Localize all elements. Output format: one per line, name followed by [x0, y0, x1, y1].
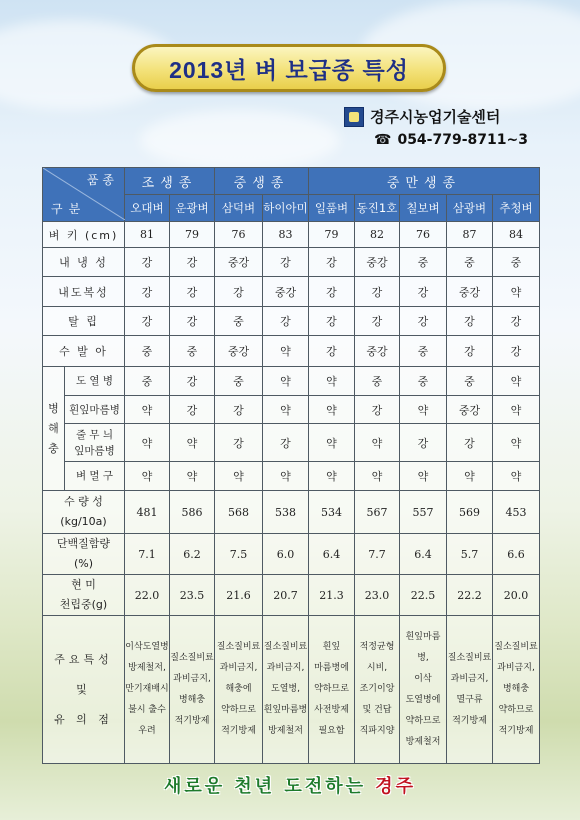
notes-line: 적기방제 [221, 726, 256, 736]
value-cell: 중 [125, 336, 170, 367]
value-cell: 강 [355, 396, 400, 424]
group-mid: 중생종 [215, 168, 309, 195]
value-cell: 강 [215, 396, 263, 424]
table-row [43, 248, 540, 277]
value-cell: 강 [447, 307, 493, 336]
value-cell: 강 [170, 248, 215, 277]
value-cell: 약 [493, 277, 540, 307]
value-cell: 약 [447, 462, 493, 491]
notes-cell [263, 616, 309, 764]
value-cell: 84 [493, 222, 540, 248]
value-cell: 20.0 [493, 575, 540, 616]
value-cell: 약 [309, 462, 355, 491]
notes-line: 적기방제 [452, 715, 487, 726]
value-cell: 약 [493, 462, 540, 491]
variety-header-label: 품종 [86, 173, 118, 187]
variety-name: 칠보벼 [400, 195, 447, 222]
value-cell: 약 [400, 396, 447, 424]
variety-name: 삼덕벼 [215, 195, 263, 222]
value-cell: 453 [493, 491, 540, 534]
value-cell: 중 [493, 248, 540, 277]
value-cell: 약 [125, 396, 170, 424]
value-cell: 중 [447, 248, 493, 277]
page-title: 2013년 벼 보급종 특성 [169, 56, 409, 83]
row-label: 흰잎마름병 [65, 396, 125, 424]
value-cell: 강 [355, 277, 400, 307]
row-label: 벼 키 (cm) [43, 222, 125, 248]
value-cell: 약 [125, 462, 170, 491]
notes-line: 방제철저 [268, 726, 303, 736]
value-cell: 중 [215, 367, 263, 396]
group-early: 조생종 [125, 168, 215, 195]
value-cell: 586 [170, 491, 215, 534]
variety-name: 오대벼 [125, 195, 170, 222]
row-label [43, 616, 125, 764]
value-cell: 87 [447, 222, 493, 248]
value-cell: 중 [215, 307, 263, 336]
value-cell: 약 [309, 396, 355, 424]
variety-name: 일품벼 [309, 195, 355, 222]
value-cell: 약 [170, 424, 215, 462]
phone-line [374, 132, 528, 148]
variety-name: 동진1호 [355, 195, 400, 222]
category-header-label: 구분 [51, 202, 87, 216]
table-row [43, 575, 540, 616]
value-cell: 중강 [447, 277, 493, 307]
notes-line: 해충에 [225, 684, 252, 694]
value-cell: 약 [263, 396, 309, 424]
value-cell: 76 [215, 222, 263, 248]
notes-line: 방제철저 [405, 736, 441, 747]
value-cell: 강 [125, 248, 170, 277]
cloud-decoration [140, 110, 340, 170]
notes-line: 및 건답 [362, 705, 392, 715]
notes-line: 과비금지, [173, 673, 211, 684]
value-cell: 중강 [263, 277, 309, 307]
notes-line: 이삭 [414, 673, 432, 684]
notes-line: 도열병, [271, 684, 300, 694]
variety-name: 추청벼 [493, 195, 540, 222]
notes-line: 도열병에 [405, 694, 441, 705]
gyeongju-emblem-icon [344, 107, 364, 127]
value-cell: 82 [355, 222, 400, 248]
row-label-line: 줄 무 늬 [75, 428, 114, 441]
value-cell: 강 [170, 277, 215, 307]
notes-line: 흰잎마름병 [263, 705, 308, 715]
row-label-line: 천립중(g) [59, 598, 108, 611]
value-cell: 약 [309, 424, 355, 462]
notes-cell [447, 616, 493, 764]
table-row [43, 396, 540, 424]
table-row [43, 336, 540, 367]
value-cell: 강 [309, 248, 355, 277]
notes-line: 적기방제 [498, 726, 534, 736]
value-cell: 중강 [447, 396, 493, 424]
row-label-line: 잎마름병 [74, 444, 115, 457]
value-cell: 강 [447, 424, 493, 462]
notes-line: 사전방제 [314, 705, 349, 715]
value-cell: 중 [170, 336, 215, 367]
value-cell: 강 [215, 424, 263, 462]
value-cell: 481 [125, 491, 170, 534]
table-row [43, 424, 540, 462]
slogan-city: 경주 [375, 776, 417, 797]
value-cell: 약 [170, 462, 215, 491]
notes-line: 질소질비료 [263, 642, 308, 652]
value-cell: 21.6 [215, 575, 263, 616]
notes-line: 과비금지, [266, 663, 305, 673]
row-label-line: (kg/10a) [60, 515, 107, 528]
notes-line: 멸구류 [456, 694, 483, 705]
value-cell: 567 [355, 491, 400, 534]
value-cell: 7.7 [355, 534, 400, 575]
value-cell: 중 [400, 248, 447, 277]
row-label [43, 491, 125, 534]
value-cell: 강 [493, 307, 540, 336]
value-cell: 중강 [215, 248, 263, 277]
value-cell: 81 [125, 222, 170, 248]
value-cell: 약 [309, 367, 355, 396]
value-cell: 강 [355, 307, 400, 336]
value-cell: 약 [493, 396, 540, 424]
row-label: 내도복성 [43, 277, 125, 307]
row-label-line: (%) [73, 557, 94, 570]
value-cell: 83 [263, 222, 309, 248]
footer-slogan [0, 772, 580, 798]
notes-line: 질소질비료 [447, 652, 492, 663]
value-cell: 약 [355, 424, 400, 462]
variety-name: 하이아미 [263, 195, 309, 222]
value-cell: 약 [400, 462, 447, 491]
notes-line: 시비, [366, 663, 388, 673]
value-cell: 6.2 [170, 534, 215, 575]
value-cell: 6.0 [263, 534, 309, 575]
value-cell: 강 [263, 424, 309, 462]
notes-cell [355, 616, 400, 764]
value-cell: 중 [355, 367, 400, 396]
row-label-line: 유 의 점 [54, 712, 113, 726]
value-cell: 중 [400, 336, 447, 367]
notes-line: 이삭도열병 [125, 642, 169, 652]
value-cell: 557 [400, 491, 447, 534]
value-cell: 중강 [355, 248, 400, 277]
row-label-line: 수 량 성 [64, 495, 103, 508]
value-cell: 강 [215, 277, 263, 307]
value-cell: 22.2 [447, 575, 493, 616]
value-cell: 22.5 [400, 575, 447, 616]
value-cell: 79 [170, 222, 215, 248]
row-label: 수 발 아 [43, 336, 125, 367]
notes-line: 병해충 [502, 684, 530, 694]
phone-number: 054-779-8711~3 [397, 132, 528, 148]
value-cell: 강 [263, 248, 309, 277]
variety-name: 삼광벼 [447, 195, 493, 222]
row-label [43, 575, 125, 616]
value-cell: 강 [447, 336, 493, 367]
value-cell: 약 [493, 367, 540, 396]
row-label-line: 단백질함량 [56, 537, 111, 550]
header-corner [43, 168, 125, 222]
value-cell: 중 [447, 367, 493, 396]
notes-line: 병해충 [178, 694, 206, 705]
variety-name: 운광벼 [170, 195, 215, 222]
telephone-icon: ☎ [374, 132, 392, 148]
value-cell: 7.5 [215, 534, 263, 575]
value-cell: 약 [263, 367, 309, 396]
group-label-char: 병 [48, 401, 59, 415]
value-cell: 6.4 [400, 534, 447, 575]
value-cell: 강 [400, 307, 447, 336]
value-cell: 중강 [215, 336, 263, 367]
value-cell: 약 [355, 462, 400, 491]
notes-line: 불시 출수 [128, 705, 166, 715]
notes-cell [400, 616, 447, 764]
value-cell: 569 [447, 491, 493, 534]
notes-line: 질소질비료 [216, 642, 261, 652]
value-cell: 중 [125, 367, 170, 396]
value-cell: 강 [400, 277, 447, 307]
value-cell: 중 [400, 367, 447, 396]
notes-cell [215, 616, 263, 764]
value-cell: 20.7 [263, 575, 309, 616]
value-cell: 강 [309, 307, 355, 336]
value-cell: 약 [263, 462, 309, 491]
notes-cell [125, 616, 170, 764]
notes-line: 조기이앙 [359, 684, 395, 694]
value-cell: 534 [309, 491, 355, 534]
group-mid-late: 중만생종 [309, 168, 540, 195]
notes-line: 흰잎 [322, 642, 341, 652]
value-cell: 강 [170, 367, 215, 396]
value-cell: 23.0 [355, 575, 400, 616]
value-cell: 22.0 [125, 575, 170, 616]
notes-line: 과비금지, [497, 663, 535, 673]
notes-line: 과비금지, [450, 673, 489, 684]
value-cell: 76 [400, 222, 447, 248]
notes-line: 직파지양 [359, 726, 395, 736]
value-cell: 약 [215, 462, 263, 491]
variety-spec-table [42, 167, 540, 764]
notes-cell [170, 616, 215, 764]
value-cell: 23.5 [170, 575, 215, 616]
value-cell: 강 [125, 307, 170, 336]
notes-line: 약하므로 [405, 715, 441, 726]
table-row [43, 616, 540, 764]
notes-line: 우려 [138, 726, 156, 736]
value-cell: 중강 [355, 336, 400, 367]
row-label: 탈 립 [43, 307, 125, 336]
notes-line: 질소질비료 [494, 642, 538, 652]
value-cell: 약 [263, 336, 309, 367]
value-cell: 강 [170, 396, 215, 424]
row-label [43, 534, 125, 575]
group-label-char: 충 [48, 441, 59, 455]
title-banner [132, 44, 446, 92]
row-label: 내 냉 성 [43, 248, 125, 277]
notes-cell [309, 616, 355, 764]
value-cell: 강 [309, 336, 355, 367]
row-label-line: 주요특성 [54, 652, 113, 666]
row-label-line: 및 [76, 682, 91, 696]
notes-line: 질소질비료 [170, 652, 214, 663]
row-label: 벼 멸 구 [65, 462, 125, 491]
notes-line: 방제철저, [128, 663, 166, 673]
notes-line: 적정균형 [359, 642, 395, 652]
value-cell: 568 [215, 491, 263, 534]
notes-line: 과비금지, [219, 663, 258, 673]
notes-line: 약하므로 [498, 705, 534, 715]
table-row [43, 491, 540, 534]
value-cell: 강 [400, 424, 447, 462]
table-row [43, 367, 540, 396]
value-cell: 538 [263, 491, 309, 534]
notes-line: 약하므로 [221, 705, 256, 715]
value-cell: 강 [170, 307, 215, 336]
row-label [65, 424, 125, 462]
notes-line: 흰잎마름병, [405, 631, 441, 663]
row-label-line: 현 미 [71, 578, 96, 591]
value-cell: 강 [493, 336, 540, 367]
group-label-char: 해 [48, 421, 59, 435]
notes-line: 만기재배시 [125, 684, 169, 694]
table-row [43, 534, 540, 575]
value-cell: 5.7 [447, 534, 493, 575]
value-cell: 6.6 [493, 534, 540, 575]
value-cell: 강 [263, 307, 309, 336]
row-label: 도 열 병 [65, 367, 125, 396]
notes-line: 약하므로 [314, 684, 349, 694]
center-name: 경주시농업기술센터 [370, 108, 501, 126]
table-row [43, 222, 540, 248]
value-cell: 79 [309, 222, 355, 248]
value-cell: 6.4 [309, 534, 355, 575]
table-row [43, 462, 540, 491]
table-row [43, 277, 540, 307]
value-cell: 강 [125, 277, 170, 307]
slogan-main: 새로운 천년 도전하는 [163, 776, 366, 797]
value-cell: 21.3 [309, 575, 355, 616]
value-cell: 7.1 [125, 534, 170, 575]
disease-group-label [43, 367, 65, 491]
value-cell: 강 [309, 277, 355, 307]
value-cell: 약 [493, 424, 540, 462]
center-info [344, 106, 500, 127]
notes-line: 마름병에 [314, 663, 349, 673]
table-row [43, 307, 540, 336]
notes-cell [493, 616, 540, 764]
value-cell: 약 [125, 424, 170, 462]
notes-line: 적기방제 [174, 715, 210, 726]
notes-line: 필요함 [318, 726, 345, 736]
